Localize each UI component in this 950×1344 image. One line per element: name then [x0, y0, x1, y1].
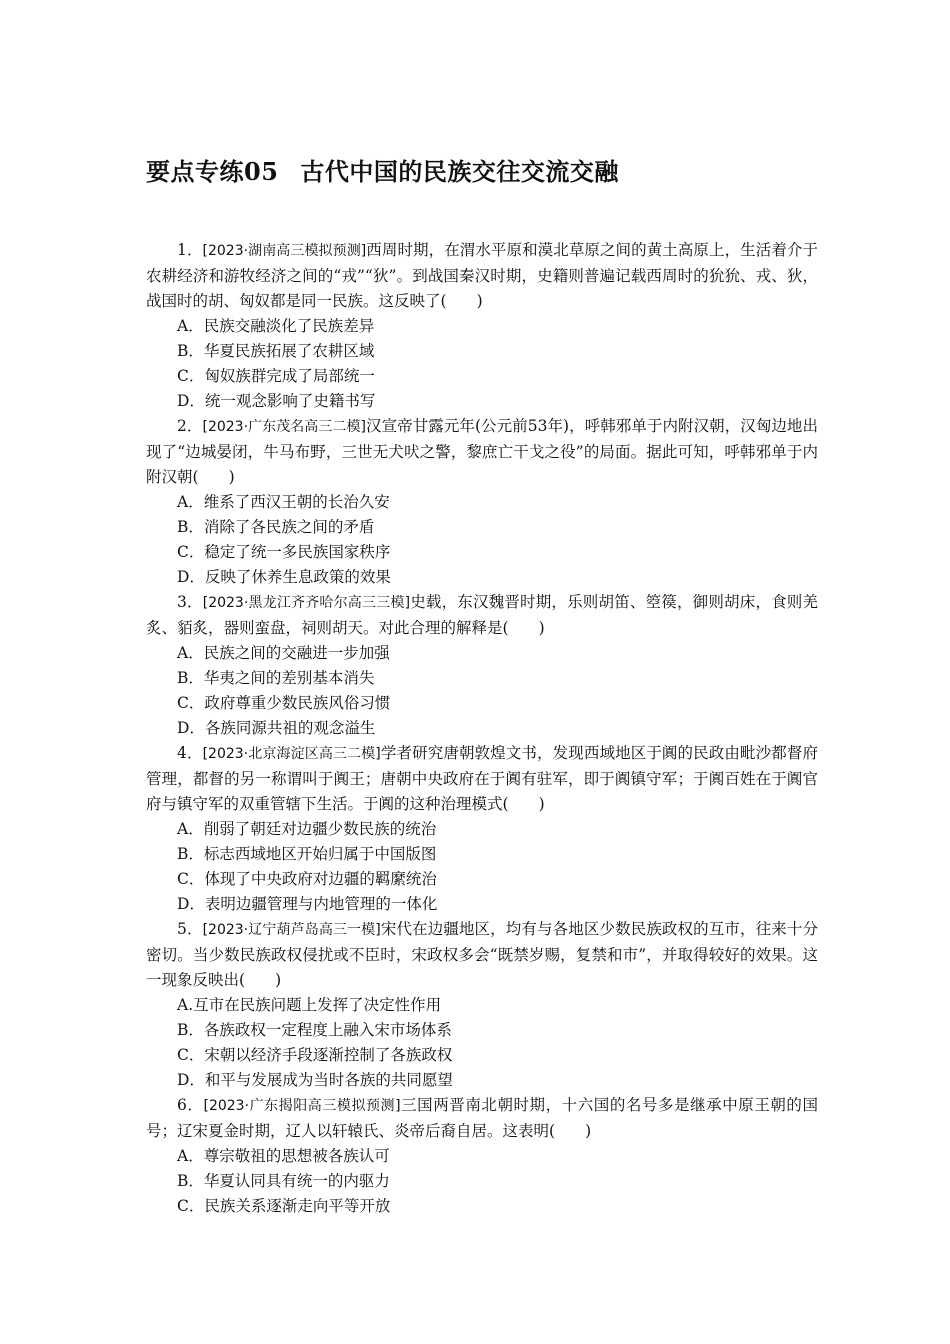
question-source: [2023·广东茂名高三二模]: [202, 419, 366, 435]
question-list: [146, 238, 818, 1219]
question-text: 宋代在边疆地区，均有与各地区少数民族政权的互市，往来十分密切。当少数民族政权侵扰或不臣时，宋政权多会“既禁岁赐，复禁和市”，并取得较好的效果。这一现象反映出(: [146, 920, 818, 989]
answer-option: D．统一观念影响了史籍书写: [177, 392, 376, 410]
question-stem: [146, 741, 818, 817]
answer-option: A．民族之间的交融进一步加强: [177, 644, 390, 662]
question-source: [2023·广东揭阳高三模拟预测]: [203, 1098, 401, 1114]
answer-option: A.互市在民族问题上发挥了决定性作用: [177, 996, 442, 1014]
answer-option: A．尊宗敬祖的思想被各族认可: [177, 1147, 390, 1165]
answer-option: B．华夏认同具有统一的内驱力: [177, 1172, 390, 1190]
answer-option: B．消除了各民族之间的矛盾: [177, 518, 375, 536]
answer-option: A．削弱了朝廷对边疆少数民族的统治: [177, 820, 437, 838]
question-text: 学者研究唐朝敦煌文书，发现西域地区于阗的民政由毗沙都督府管理，都督的另一称谓叫于阗王；唐朝中央政府在于阗有驻军，即于阗镇守军；于阗百姓在于阗官府与镇守军的双重管辖下生活。于阗的这种治理模式(: [146, 744, 818, 813]
question-paren-close: ): [538, 619, 545, 637]
answer-option: B．标志西域地区开始归属于中国版图: [177, 845, 437, 863]
answer-option: D．各族同源共祖的观念溢生: [177, 719, 376, 737]
question-text: 三国两晋南北朝时期，十六国的名号多是继承中原王朝的国号；辽宋夏金时期，辽人以轩辕氏、炎帝后裔自居。这表明(: [146, 1096, 818, 1140]
question-number: 5．: [177, 920, 203, 938]
question-number: 2．: [177, 417, 203, 435]
question-stem: [146, 238, 818, 314]
question-stem: [146, 917, 818, 993]
question-text: 史载，东汉魏晋时期，乐则胡笛、箜篌，御则胡床，食则羌炙、貊炙，器则蛮盘，祠则胡天。对此合理的解释是(: [146, 593, 818, 637]
answer-option: C．体现了中央政府对边疆的羁縻统治: [177, 870, 437, 888]
question-text: 汉宣帝甘露元年(公元前53年)，呼韩邪单于内附汉朝，汉匈边地出现了“边城晏闭，牛马布野，三世无犬吠之警，黎庶亡干戈之役”的局面。据此可知，呼韩邪单于内附汉朝(: [146, 417, 818, 486]
answer-option: D．和平与发展成为当时各族的共同愿望: [177, 1071, 453, 1089]
question-paren-close: ): [476, 292, 483, 310]
question-number: 3．: [177, 593, 203, 611]
answer-option: B．各族政权一定程度上融入宋市场体系: [177, 1021, 452, 1039]
question-paren-close: ): [585, 1122, 592, 1140]
answer-option: D．反映了休养生息政策的效果: [177, 568, 391, 586]
title-prefix: 要点专练05: [146, 157, 279, 186]
question-paren-close: ): [228, 468, 235, 486]
question-number: 4．: [177, 744, 203, 762]
answer-option: A．维系了西汉王朝的长治久安: [177, 493, 390, 511]
answer-option: B．华夏民族拓展了农耕区域: [177, 342, 375, 360]
question-stem: [146, 590, 818, 641]
answer-option: A．民族交融淡化了民族差异: [177, 317, 375, 335]
answer-option: C．匈奴族群完成了局部统一: [177, 367, 375, 385]
answer-option: C．稳定了统一多民族国家秩序: [177, 543, 391, 561]
question-number: 6．: [177, 1096, 204, 1114]
question-source: [2023·黑龙江齐齐哈尔高三三模]: [202, 595, 411, 611]
title-main: 古代中国的民族交往交流交融: [300, 157, 619, 186]
question-number: 1．: [177, 241, 203, 259]
answer-option: C．民族关系逐渐走向平等开放: [177, 1197, 391, 1215]
question-source: [2023·湖南高三模拟预测]: [202, 243, 367, 259]
answer-option: C．宋朝以经济手段逐渐控制了各族政权: [177, 1046, 453, 1064]
answer-option: C．政府尊重少数民族风俗习惯: [177, 694, 391, 712]
answer-option: B．华夷之间的差别基本消失: [177, 669, 375, 687]
answer-option: D．表明边疆管理与内地管理的一体化: [177, 895, 438, 913]
question-paren-close: ): [275, 971, 282, 989]
question-source: [2023·辽宁葫芦岛高三一模]: [202, 922, 381, 938]
page-title: [146, 152, 619, 187]
question-stem: [146, 1093, 818, 1144]
question-stem: [146, 414, 818, 490]
question-paren-close: ): [538, 795, 545, 813]
question-source: [2023·北京海淀区高三二模]: [202, 746, 381, 762]
question-text: 西周时期，在渭水平原和漠北草原之间的黄土高原上，生活着介于农耕经济和游牧经济之间的“戎”“狄”。到战国秦汉时期，史籍则普遍记载西周时的狁狁、戎、狄，战国时的胡、匈奴都是同一民族。这反映了(: [146, 241, 818, 310]
